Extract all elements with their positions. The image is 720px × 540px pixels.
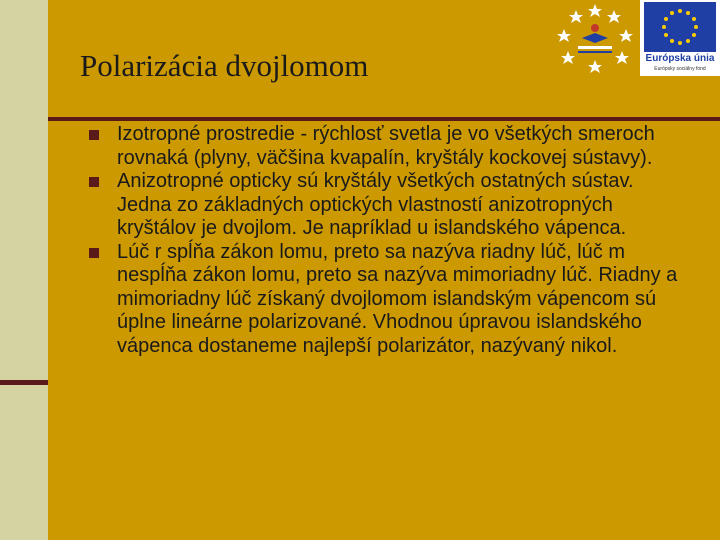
- operational-program-logo: [556, 2, 634, 74]
- left-accent-bar: [0, 380, 48, 385]
- slide-title: Polarizácia dvojlomom: [80, 48, 369, 83]
- bullet-text: Anizotropné opticky sú kryštály všetkých ostatných sústav. Jedna zo základných optických vlastností anizotropných kryštálov je dvojlom. Je napríklad u islandského vápenca.: [117, 170, 634, 239]
- eu-logo: [640, 0, 720, 76]
- left-decorative-panel: [0, 0, 48, 540]
- list-item: [89, 241, 689, 359]
- book-icon: [582, 33, 608, 43]
- square-bullet-icon: [89, 130, 99, 140]
- square-bullet-icon: [89, 177, 99, 187]
- title-divider: [48, 117, 720, 121]
- square-bullet-icon: [89, 248, 99, 258]
- eu-fund-name: Európsky sociálny fond: [654, 66, 706, 72]
- bullet-text: Lúč r spĺňa zákon lomu, preto sa nazýva riadny lúč, lúč m nespĺňa zákon lomu, preto sa nazýva mimoriadny lúč. Riadny a mimoriadny lúč získaný dvojlomom islandským vápencom sú úplne lineárne polarizované. Vhodnou úpravou islandského vápenca dostaneme najlepší polarizátor, nazývaný nikol.: [117, 240, 678, 357]
- eu-name: Európska únia: [645, 53, 715, 64]
- list-item: [89, 170, 689, 241]
- eu-flag-icon: [644, 2, 716, 52]
- program-dot-icon: [591, 24, 599, 32]
- list-item: [89, 123, 689, 170]
- bullet-text: Izotropné prostredie - rýchlosť svetla je vo všetkých smeroch rovnaká (plyny, väčšina kvapalín, kryštály kockovej sústavy).: [117, 123, 655, 169]
- bullet-list: [89, 123, 689, 358]
